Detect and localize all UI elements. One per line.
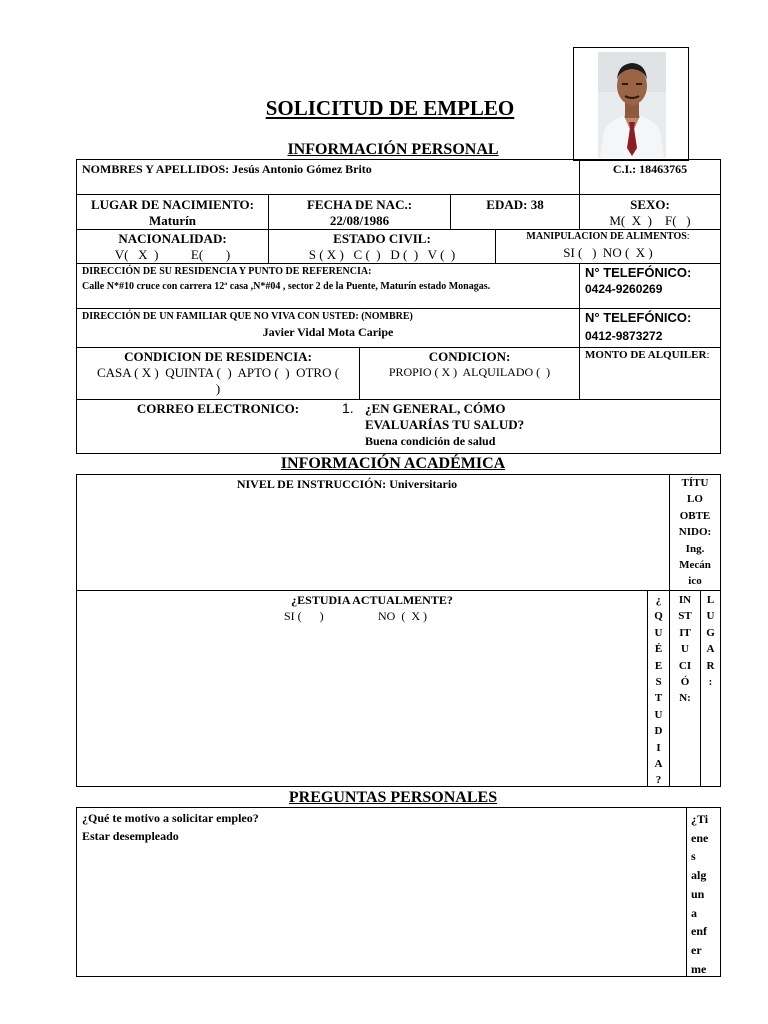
food-handling-cell xyxy=(495,229,721,264)
illness-line: un xyxy=(691,886,705,901)
condition-label: CONDICION: xyxy=(428,349,511,364)
nationality-cell xyxy=(76,229,269,264)
degree-line: Ing. xyxy=(685,542,705,555)
birthdate-cell xyxy=(268,194,451,230)
place-label xyxy=(701,592,720,690)
rent-label: MONTO DE ALQUILER xyxy=(585,349,707,361)
food-handling-options[interactable]: SI ( ) NO ( X ) xyxy=(563,245,653,260)
what-studying-label xyxy=(648,592,669,789)
civil-status-cell xyxy=(268,229,496,264)
civil-status-label: ESTADO CIVIL: xyxy=(333,231,431,246)
institution-line: ST xyxy=(678,610,692,623)
char: : xyxy=(708,676,713,689)
relative-cell xyxy=(76,308,580,348)
name-value: Jesús Antonio Gómez Brito xyxy=(232,162,372,176)
nationality-options[interactable]: V( X ) E( ) xyxy=(114,247,231,262)
rent-cell xyxy=(579,347,721,400)
studying-si-option[interactable]: SI ( ) xyxy=(284,609,324,623)
name-line xyxy=(82,162,572,176)
section-title-questions: PREGUNTAS PERSONALES xyxy=(288,789,498,806)
phone1-value: 0424-9260269 xyxy=(585,282,663,296)
phone2-label: N° TELEFÓNICO: xyxy=(585,310,692,325)
residence-options[interactable]: CASA ( X ) QUINTA ( ) APTO ( ) OTRO ( xyxy=(96,365,340,380)
char: E xyxy=(654,659,663,672)
illness-line: s xyxy=(691,849,696,864)
char: U xyxy=(706,610,715,623)
birthplace-label: LUGAR DE NACIMIENTO: xyxy=(91,197,254,212)
age-cell xyxy=(450,194,580,230)
char: ¿ xyxy=(655,594,662,606)
age-value: 38 xyxy=(530,197,544,212)
section-title-personal: INFORMACIÓN PERSONAL xyxy=(287,141,499,158)
phone1-cell xyxy=(579,263,721,309)
health-question-line2: EVALUARÍAS TU SALUD? xyxy=(365,417,525,432)
illness-line: enf xyxy=(691,924,707,939)
name-cell xyxy=(76,159,580,195)
email-health-cell xyxy=(76,399,721,454)
food-handling-label-line xyxy=(496,231,720,243)
food-handling-colon: : xyxy=(686,231,690,242)
email-label: CORREO ELECTRONICO: xyxy=(136,401,300,416)
degree-line: TÍTU xyxy=(681,477,709,489)
motivation-question: ¿Qué te motivo a solicitar empleo? xyxy=(82,811,259,825)
char: Q xyxy=(654,610,663,623)
nationality-label: NACIONALIDAD: xyxy=(118,231,227,246)
char: A xyxy=(706,643,715,656)
illness-line: er xyxy=(691,942,702,957)
phone2-value: 0412-9873272 xyxy=(585,329,663,343)
age-line xyxy=(451,197,579,213)
char: É xyxy=(654,643,663,656)
condition-cell xyxy=(359,347,580,400)
char: U xyxy=(654,626,663,639)
illness-cell xyxy=(686,807,721,977)
address-cell xyxy=(76,263,580,309)
institution-line: IT xyxy=(679,626,691,639)
motivation-answer: Estar desempleado xyxy=(82,829,179,843)
illness-line: a xyxy=(691,905,697,920)
phone2-cell xyxy=(579,308,721,348)
institution-line: U xyxy=(681,643,689,656)
food-handling-label: MANIPULACION DE ALIMENTOS xyxy=(526,231,687,242)
illness-line: alg xyxy=(691,868,707,883)
ci-label: C.I.: xyxy=(612,162,637,176)
address-value: Calle N*#10 cruce con carrera 12ª casa ,N*#04 , sector 2 de la Puente, Maturín estado Monagas. xyxy=(82,281,491,292)
institution-line: Ó xyxy=(680,676,690,689)
degree-line: ico xyxy=(688,575,702,588)
illness-question xyxy=(691,810,721,978)
degree-cell xyxy=(669,474,721,591)
degree-line: NIDO: xyxy=(678,526,712,539)
residence-label: CONDICION DE RESIDENCIA: xyxy=(124,349,312,364)
civil-status-options[interactable]: S ( X ) C ( ) D ( ) V ( ) xyxy=(308,247,456,262)
birthplace-cell xyxy=(76,194,269,230)
degree-label xyxy=(670,475,720,590)
char: A xyxy=(654,758,663,771)
rent-label-line xyxy=(585,349,720,362)
address-label: DIRECCIÓN DE SU RESIDENCIA Y PUNTO DE REFERENCIA: xyxy=(82,266,372,277)
degree-line: LO xyxy=(687,493,703,506)
place-cell xyxy=(700,590,721,787)
birthplace-value: Maturín xyxy=(149,213,196,228)
health-question-line1: ¿EN GENERAL, CÓMO xyxy=(365,401,506,416)
studying-label: ¿ESTUDIA ACTUALMENTE? xyxy=(291,593,453,607)
studying-no-option[interactable]: NO ( X ) xyxy=(378,609,427,623)
phone1-label: N° TELEFÓNICO: xyxy=(585,265,692,280)
char: L xyxy=(706,594,715,606)
institution-line: N: xyxy=(679,692,691,705)
education-level-label: NIVEL DE INSTRUCCIÓN: xyxy=(236,477,387,491)
rent-colon: : xyxy=(706,349,710,361)
birthdate-value: 22/08/1986 xyxy=(329,213,390,228)
illness-line: ¿Ti xyxy=(691,812,709,826)
health-number: 1. xyxy=(342,400,354,416)
residence-options-tail: ) xyxy=(215,381,221,396)
char: D xyxy=(654,725,663,738)
sex-cell xyxy=(579,194,721,230)
institution-line: CI xyxy=(678,659,692,672)
sex-label: SEXO: xyxy=(630,197,670,212)
birthdate-label: FECHA DE NAC.: xyxy=(306,197,413,212)
education-level-value: Universitario xyxy=(389,477,458,491)
section-title-academic: INFORMACIÓN ACADÉMICA xyxy=(280,455,506,472)
form-title: SOLICITUD DE EMPLEO xyxy=(265,96,515,120)
relative-value: Javier Vidal Mota Caripe xyxy=(262,325,394,339)
institution-label xyxy=(670,592,700,707)
condition-options[interactable]: PROPIO ( X ) ALQUILADO ( ) xyxy=(388,365,551,379)
ci-line xyxy=(580,162,720,176)
studying-cell xyxy=(76,590,648,787)
residence-cell xyxy=(76,347,360,400)
char: I xyxy=(656,741,661,754)
illness-line: me xyxy=(691,961,707,976)
institution-cell xyxy=(669,590,701,787)
illness-line: ene xyxy=(691,830,709,845)
relative-label: DIRECCIÓN DE UN FAMILIAR QUE NO VIVA CON USTED: (NOMBRE) xyxy=(82,311,413,322)
char: U xyxy=(654,708,663,721)
education-level-cell xyxy=(76,474,670,591)
health-answer: Buena condición de salud xyxy=(365,434,496,448)
ci-cell xyxy=(579,159,721,195)
motivation-cell xyxy=(76,807,687,977)
applicant-photo-frame xyxy=(573,47,689,161)
education-level-line xyxy=(77,477,577,491)
institution-line: IN xyxy=(678,594,692,606)
what-studying-cell xyxy=(647,590,670,787)
char: R xyxy=(706,659,715,672)
name-label: NOMBRES Y APELLIDOS: xyxy=(82,162,230,176)
age-label: EDAD: xyxy=(486,197,528,212)
char: G xyxy=(706,626,715,639)
ci-value: 18463765 xyxy=(639,162,688,176)
sex-options[interactable]: M( X ) F( ) xyxy=(609,213,691,228)
char: S xyxy=(655,676,662,689)
degree-line: OBTE xyxy=(679,509,711,522)
applicant-photo xyxy=(598,52,666,158)
char: ? xyxy=(655,774,662,787)
char: T xyxy=(654,692,663,705)
degree-line: Mecán xyxy=(679,559,711,572)
